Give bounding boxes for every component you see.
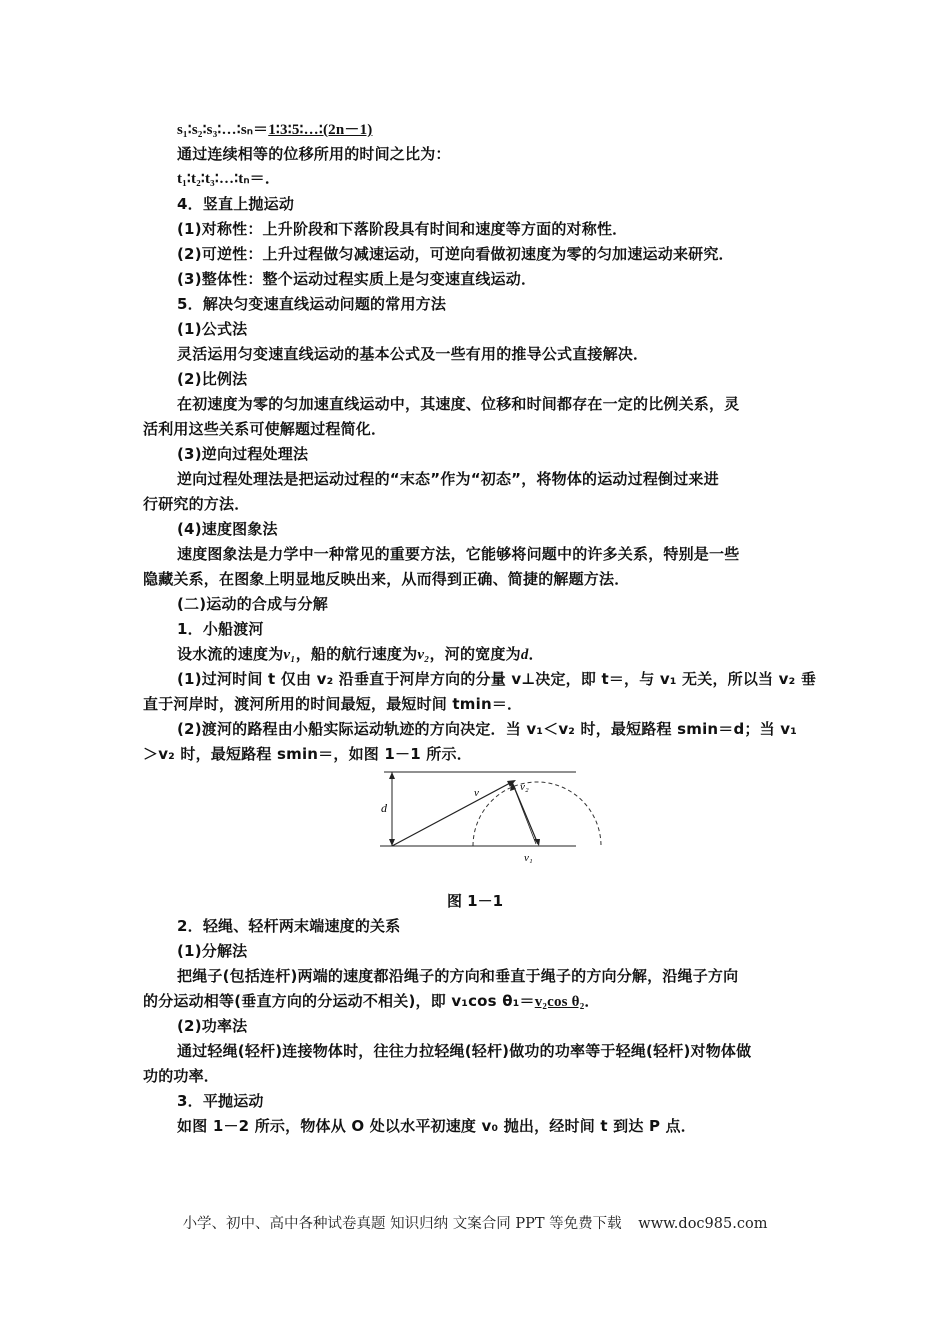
text-line: 如图 1－2 所示，物体从 O 处以水平初速度 v₀ 抛出，经时间 t 到达 P 点． (177, 1117, 696, 1135)
text-line: 直于河岸时，渡河所用的时间最短，最短时间 tmin＝． (143, 695, 523, 713)
text-line: (3)整体性：整个运动过程实质上是匀变速直线运动． (177, 270, 537, 288)
text-line: 灵活运用匀变速直线运动的基本公式及一些有用的推导公式直接解决． (177, 345, 649, 363)
label-v: v (474, 787, 479, 799)
text-line: (2)渡河的路程由小船实际运动轨迹的方向决定．当 v₁＜v₂ 时，最短路程 smin＝d；当 v₁ (177, 720, 797, 738)
heading-1: 1．小船渡河 (177, 620, 264, 638)
page-footer (0, 1212, 950, 1233)
text-line: ＞v₂ 时，最短路程 smin＝，如图 1－1 所示． (143, 745, 472, 763)
text-line: (1)对称性：上升阶段和下落阶段具有时间和速度等方面的对称性． (177, 220, 628, 238)
text-fragment: ． (584, 992, 600, 1010)
var-d: d (520, 647, 529, 663)
text-line: 隐藏关系，在图象上明显地反映出来，从而得到正确、简捷的解题方法． (143, 570, 630, 588)
text-fragment: 的分运动相等(垂直方向的分运动不相关)，即 v₁cos θ₁＝ (143, 992, 535, 1010)
label-d: d (381, 801, 387, 815)
text-line: (2)可逆性：上升过程做匀减速运动，可逆向看做初速度为零的匀加速运动来研究． (177, 245, 734, 263)
heading-5: 5．解决匀变速直线运动问题的常用方法 (177, 295, 447, 313)
text-line: 功的功率． (143, 1067, 220, 1085)
label-v1: v₁ (524, 852, 533, 864)
footer-text: 小学、初中、高中各种试卷真题 知识归纳 文案合同 PPT 等免费下载 (182, 1216, 622, 1232)
text-line: 在初速度为零的匀加速直线运动中，其速度、位移和时间都存在一定的比例关系，灵 (177, 395, 740, 413)
var-v2: v₂ (417, 647, 430, 663)
subheading: (4)速度图象法 (177, 520, 278, 538)
vector-v (392, 782, 512, 846)
subheading: (1)分解法 (177, 942, 248, 960)
subheading: (3)逆向过程处理法 (177, 445, 309, 463)
heading-2: 2．轻绳、轻杆两末端速度的关系 (177, 917, 401, 935)
text-line: 速度图象法是力学中一种常见的重要方法，它能够将问题中的许多关系，特别是一些 (177, 545, 740, 563)
text-fragment: ，船的航行速度为 (295, 645, 418, 663)
text-line: 通过轻绳(轻杆)连接物体时，往往力拉轻绳(轻杆)做功的功率等于轻绳(轻杆)对物体做 (177, 1042, 752, 1060)
ratio-line-s (177, 119, 847, 140)
subheading: (1)公式法 (177, 320, 248, 338)
figure-caption: 图 1－1 (446, 892, 504, 910)
subheading: (2)功率法 (177, 1017, 248, 1035)
figure-1-1 (376, 766, 606, 866)
ratio-s-answer: 1∶3∶5∶…∶(2n－1) (268, 122, 373, 138)
section-heading: (二)运动的合成与分解 (177, 595, 328, 613)
text-line: 把绳子(包括连杆)两端的速度都沿绳子的方向和垂直于绳子的方向分解，沿绳子方向 (177, 967, 739, 985)
text-line: 行研究的方法． (143, 495, 250, 513)
subheading: (2)比例法 (177, 370, 248, 388)
text-fragment: 设水流的速度为 (177, 645, 284, 663)
label-v2: v₂ (520, 781, 529, 793)
var-v1: v₁ (283, 647, 296, 663)
ratio-s-left: s₁∶s₂∶s₃∶…∶sₙ＝ (177, 122, 269, 138)
width-arrow-head-top (389, 772, 395, 779)
dashed-arc (473, 782, 601, 846)
heading-3: 3．平抛运动 (177, 1092, 264, 1110)
text-line: (1)过河时间 t 仅由 v₂ 沿垂直于河岸方向的分量 v⊥决定，即 t＝，与 v₁ 无关，所以当 v₂ 垂 (177, 670, 817, 688)
equation-answer: v₂cos θ₂ (534, 994, 585, 1010)
rope-equation-line (143, 991, 813, 1012)
boat-intro (177, 644, 847, 665)
ratio-line-t: t₁∶t₂∶t₃∶…∶tₙ＝． (177, 171, 281, 187)
vector-v1-head (534, 839, 540, 846)
text-fragment: ． (528, 645, 544, 663)
text-line: 通过连续相等的位移所用的时间之比为： (177, 145, 451, 163)
text-line: 活利用这些关系可使解题过程简化． (143, 420, 387, 438)
heading-4: 4．竖直上抛运动 (177, 195, 295, 213)
footer-url[interactable]: www.doc985.com (638, 1216, 768, 1232)
text-line: 逆向过程处理法是把运动过程的“末态”作为“初态”，将物体的运动过程倒过来进 (177, 470, 719, 488)
text-fragment: ，河的宽度为 (429, 645, 521, 663)
